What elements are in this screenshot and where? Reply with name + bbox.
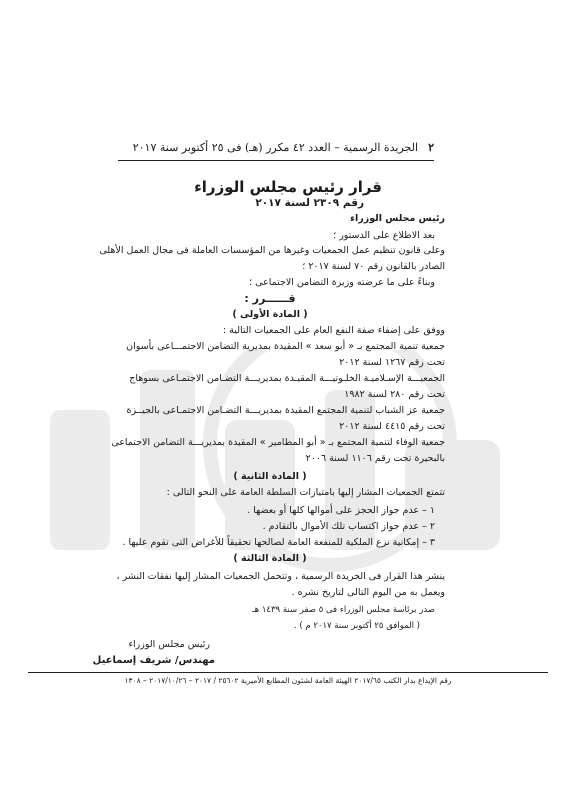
article-2-intro: تتمتع الجمعيات المشار إليها بامتيازات السلطة العامة على النحو التالى : bbox=[166, 487, 445, 498]
privilege-item: ١ – عدم جواز الحجز على أموالها كلها أو بعضها . bbox=[247, 505, 435, 516]
privilege-item: ٣ – إمكانية نزع الملكية للمنفعة العامة لصالحها تحقيقاً للأغراض التى تقوم عليها . bbox=[122, 537, 435, 548]
preamble-line: وعلى قانون تنظيم عمل الجمعيات وغيرها من المؤسسات العاملة فى مجال العمل الأهلى bbox=[99, 245, 445, 256]
gazette-issue: الجريدة الرسمية – العدد ٤٢ مكرر (هـ) فى ٢٥ أكتوبر سنة ٢٠١٧ bbox=[132, 141, 419, 154]
association-registration: تحت رقم ١٢٦٧ لسنة ٢٠١٢ bbox=[339, 357, 445, 368]
issuer: رئيس مجلس الوزراء bbox=[350, 213, 445, 224]
association-item: جمعية عز الشباب لتنمية المجتمع المقيدة بمديريـــة التضـامن الاجتمـاعى بالجيــزة bbox=[126, 405, 445, 416]
signature-name: مهندس/ شريف إسماعيل bbox=[92, 655, 215, 666]
preamble-line: الصادر بالقانون رقم ٧٠ لسنة ٢٠١٧ ؛ bbox=[302, 261, 445, 272]
article-2-heading: ( المادة الثانية ) bbox=[233, 471, 307, 482]
issued-date-line: صدر برئاسة مجلس الوزراء فى ٥ صفر سنة ١٤٣٩ هـ bbox=[252, 605, 435, 615]
association-item: الجمعيـــة الإسـلاميـة الخلـوتيـــة المقيـدة بمديريـــة التضـامن الاجتمـاعى بسوهاج bbox=[129, 373, 445, 384]
association-registration: بالبحيرة تحت رقم ١١٠٦ لسنة ٢٠٠٦ bbox=[305, 453, 445, 464]
page-number: ٢ bbox=[428, 141, 434, 154]
preamble-line: بعد الاطلاع على الدستور ؛ bbox=[333, 230, 435, 241]
association-item: جمعية الوفاء لتنمية المجتمع بـ « أبو المطامير » المقيدة بمديريـــة التضامن الاجتماعى bbox=[111, 437, 445, 448]
privilege-item: ٢ – عدم جواز اكتساب تلك الأموال بالتقادم . bbox=[262, 521, 435, 532]
article-1-heading: ( المادة الأولى ) bbox=[232, 309, 308, 320]
header-rule bbox=[118, 160, 434, 161]
preamble-line: وبناءً على ما عرضته وزيرة التضامن الاجتماعى ؛ bbox=[249, 277, 435, 288]
decree-number: رقم ٢٣٠٩ لسنة ٢٠١٧ bbox=[255, 197, 364, 209]
issued-date-line: ( الموافق ٢٥ أكتوبر سنة ٢٠١٧ م ) . bbox=[293, 621, 420, 631]
article-3-line: ويعمل به من اليوم التالى لتاريخ نشره . bbox=[291, 587, 445, 598]
decree-title: قرار رئيس مجلس الوزراء bbox=[194, 178, 382, 196]
article-3-heading: ( المادة الثالثة ) bbox=[233, 553, 307, 564]
article-1-intro: ووفق على إضفاء صفة النفع العام على الجمعيات التالية : bbox=[222, 325, 445, 336]
association-registration: تحت رقم ٢٨٠ لسنة ١٩٨٢ bbox=[344, 389, 445, 400]
signature-role: رئيس مجلس الوزراء bbox=[128, 639, 210, 650]
association-item: جمعية تنمية المجتمع بـ « أبو سعد » المقيدة بمديرية التضامن الاجتمـــاعى بأسوان bbox=[126, 341, 445, 352]
association-registration: تحت رقم ٤٤١٥ لسنة ٢٠١٢ bbox=[339, 421, 445, 432]
article-3-line: ينشر هذا القرار فى الجريدة الرسمية ، وتتحمل الجمعيات المشار إليها نفقات النشر ، bbox=[116, 571, 445, 582]
running-header bbox=[118, 141, 434, 159]
decides-heading: قــــــرر : bbox=[244, 292, 296, 305]
footer-rule bbox=[28, 672, 548, 673]
legal-deposit-footer: رقم الإيداع بدار الكتب ٢٠١٧/٦٥ الهيئة العامة لشئون المطابع الأميرية ٢٥٦٠٢ / ٢٠١٧ – ٢٠١٧/١٠/٢٦ – ١٣٠٨ bbox=[124, 676, 452, 685]
